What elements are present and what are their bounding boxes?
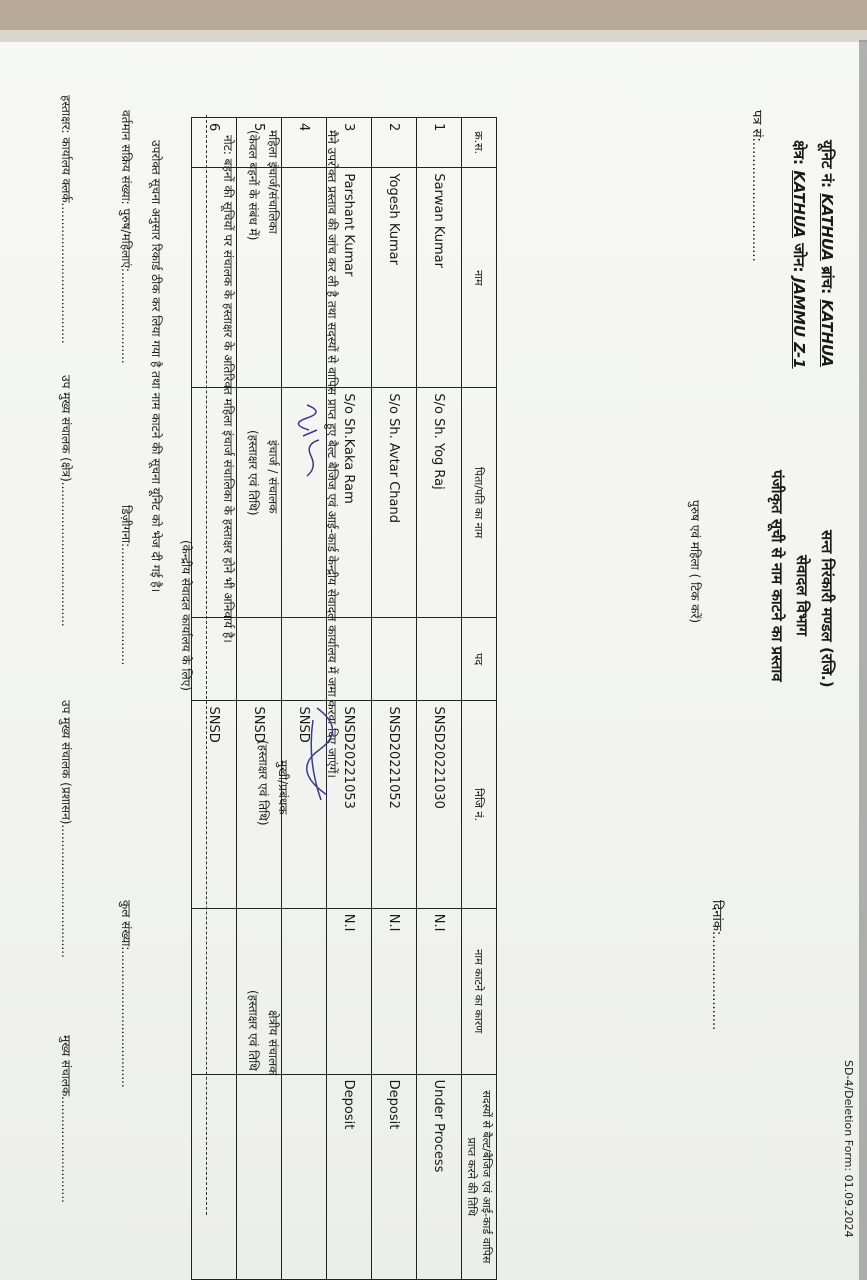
table-header: सदस्यों से बैल्ट/बैजिज एवं आई-कार्ड वापिस प्राप्त करने की तिथि — [462, 1074, 497, 1279]
table-cell — [192, 1074, 237, 1279]
table-cell — [417, 617, 462, 701]
incharge-sub: (हस्ताक्षर एवं तिथि) — [246, 430, 260, 516]
table-cell — [237, 1074, 282, 1279]
table-cell: SNSD20221052 — [372, 701, 417, 908]
chief-sign: मुख्य संचालक............................ — [59, 1035, 73, 1203]
incharge-title: इंचार्ज / संचालक — [266, 440, 280, 514]
office-line: उपरोक्त सूचना अनुसार रिकार्ड ठीक कर लिया गया है तथा नाम काटने की सूचना यूनिट को भेज दी गई है। — [149, 140, 163, 593]
table-cell: 4 — [282, 118, 327, 168]
date-field: दिनांक:....................... — [709, 900, 724, 1031]
table-cell: 1 — [417, 118, 462, 168]
central-office-heading: (केन्द्रीय सेवादल कार्यालय के लिए) — [179, 540, 193, 691]
mukhi-signature — [303, 700, 347, 810]
table-cell: N.I — [372, 908, 417, 1074]
form-title: पंजीकृत सूची से नाम काटने का प्रस्ताव — [768, 470, 786, 682]
table-cell: 6 — [192, 118, 237, 168]
table-cell — [282, 617, 327, 701]
table-cell: N.I — [327, 908, 372, 1074]
unit-line: यूनिट नं: KATHUA ब्रांच: KATHUA — [818, 140, 836, 368]
table-row — [372, 118, 417, 1280]
table-cell: SNSD — [282, 701, 327, 908]
table-cell — [237, 617, 282, 701]
form-ref: SD-4/Deletion Form: 01.09.2024 — [842, 1060, 855, 1238]
table-row — [237, 118, 282, 1280]
table-header: क्र.स. — [462, 118, 497, 168]
table-row — [282, 118, 327, 1280]
table-cell — [282, 908, 327, 1074]
separator — [206, 115, 207, 1215]
current-strength: वर्तमान सक्रिय संख्या: पुरुष/महिलाएं:........................ — [119, 110, 133, 364]
total-strength: कुल संख्या:.................................... — [119, 900, 133, 1088]
table-header: निजि नं. — [462, 701, 497, 908]
dy-zonal-sign: उप मुख्य संचालक (क्षेत्र)...................................... — [59, 375, 73, 627]
declaration: मैने उपरोक्त प्रस्ताव की जांच कर ली है तथा सदस्यों से वापिस प्राप्त हुए बैल्ट बैजिज एवं आई-कार्ड केन्द्रीय सेवादल कार्यालय में जमा करवा दिए जाएंगें। — [325, 130, 339, 778]
table-cell: 5 — [237, 118, 282, 168]
table-cell: S/o Sh. Yog Raj — [417, 388, 462, 617]
table-header: नाम — [462, 168, 497, 388]
letter-no: पत्र सं:............................. — [749, 110, 764, 262]
dept-name: सेवादल विभाग — [793, 555, 811, 636]
table-cell: S/o Sh. Avtar Chand — [372, 388, 417, 617]
table-header: पद — [462, 617, 497, 701]
table-cell — [282, 1074, 327, 1279]
table-cell: Parshant Kumar — [327, 168, 372, 388]
table-cell — [282, 168, 327, 388]
gender-note: पुरुष एवं महिला ( टिक करें) — [688, 500, 702, 624]
table-cell: SNSD20221030 — [417, 701, 462, 908]
clerk-sign: हस्ताक्षर: कार्यालय क्लर्क..................................... — [59, 95, 73, 344]
mukhya-title: मुखी/प्रबंधक — [276, 760, 290, 815]
table-cell: 2 — [372, 118, 417, 168]
area-line: क्षेत्र: KATHUA जोन: JAMMU Z-1 — [790, 140, 808, 369]
note: नोट: बहनों की सूचियों पर संचालक के हस्ताक्षर के अतिरिक्त महिला इंचार्ज संचालिका के हस्ताक्षर होने भी अनिवार्य है। — [221, 135, 235, 643]
table-header: नाम काटने का कारण — [462, 908, 497, 1074]
table-cell: SNSD — [192, 701, 237, 908]
table-cell: S/o Sh.Kaka Ram — [327, 388, 372, 617]
org-name: सन्त निरंकारी मण्डल (रजि.) — [818, 530, 836, 688]
kshetriya-sub: (हस्ताक्षर एवं तिथि — [246, 990, 260, 1071]
table-row — [417, 118, 462, 1280]
table-header: पिता/पति का नाम — [462, 388, 497, 617]
incharge-signature — [297, 400, 327, 480]
table-cell: SNSD20221053 — [327, 701, 372, 908]
table-cell — [372, 617, 417, 701]
mukhya-sub: (हस्ताक्षर एवं तिथि) — [256, 740, 270, 826]
table-cell: Deposit — [372, 1074, 417, 1279]
designation: डिज़ीगना:............................... — [119, 505, 133, 666]
table-cell: Sarwan Kumar — [417, 168, 462, 388]
women-incharge-sub: (केवल बहनों के संबंध में) — [246, 130, 260, 241]
women-incharge-title: महिला इंचार्ज/संचालिका — [266, 130, 280, 234]
kshetriya-title: क्षेत्रीय संचालक — [266, 1010, 280, 1076]
table-cell: SNSD — [237, 701, 282, 908]
table-cell — [192, 908, 237, 1074]
table-cell: 3 — [327, 118, 372, 168]
table-cell: Under Process — [417, 1074, 462, 1279]
dy-admin-sign: उप मुख्य संचालक (प्रशासन)................................... — [59, 700, 73, 958]
table-cell: Yogesh Kumar — [372, 168, 417, 388]
table-cell: Deposit — [327, 1074, 372, 1279]
table-cell: N.I — [417, 908, 462, 1074]
